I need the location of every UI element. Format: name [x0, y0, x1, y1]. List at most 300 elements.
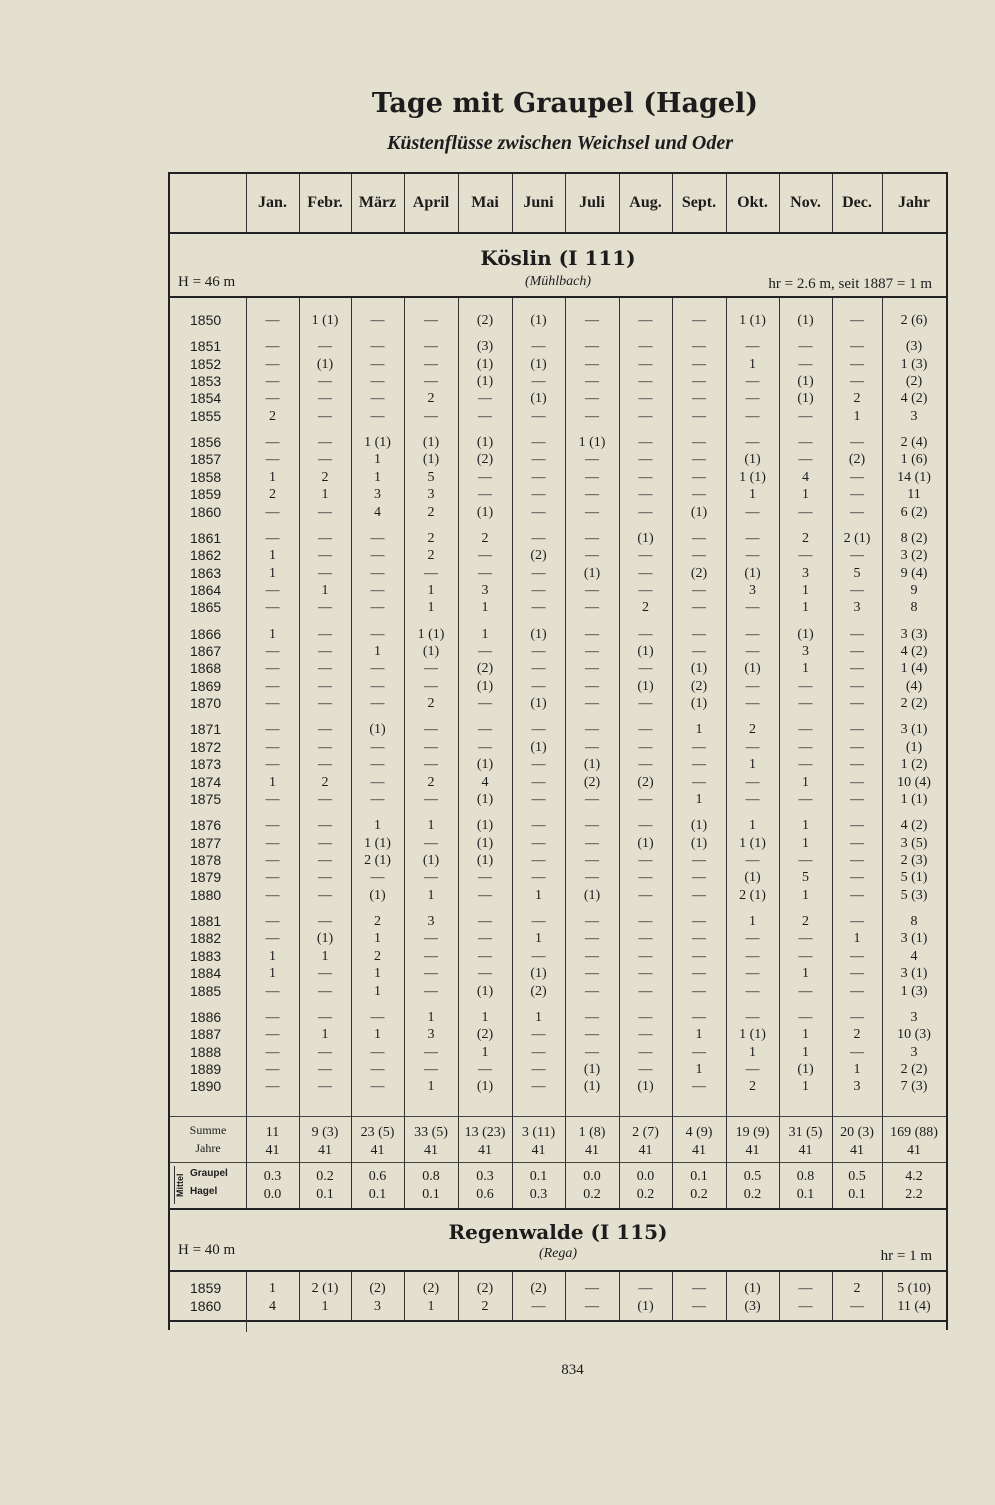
value-cell: 4	[910, 948, 918, 964]
hagel-cell: 0.1	[368, 1187, 387, 1202]
summe-cell: 9 (3)	[311, 1125, 339, 1140]
value-cell: (1)	[476, 678, 494, 694]
column-divider	[726, 174, 727, 232]
value-cell: —	[745, 548, 760, 564]
value-cell: (2)	[530, 548, 547, 564]
row-divider	[170, 1270, 946, 1272]
value-cell: 2	[642, 600, 649, 616]
value-cell: 2	[853, 391, 861, 407]
value-cell: —	[638, 853, 653, 868]
value-cell: —	[692, 356, 706, 372]
station-river: (Mühlbach)	[524, 274, 592, 289]
column-header: Mai	[471, 194, 499, 211]
value-cell: —	[265, 678, 280, 694]
year-cell: 1889	[190, 1061, 222, 1077]
column-divider	[726, 298, 727, 1208]
value-cell: (1)	[744, 565, 761, 581]
value-cell: —	[424, 948, 438, 964]
table-row	[170, 530, 946, 547]
value-cell: —	[531, 1299, 546, 1314]
value-cell: —	[692, 1281, 706, 1296]
table-row	[170, 408, 946, 425]
value-cell: —	[370, 1044, 385, 1060]
year-cell: 1867	[190, 643, 222, 659]
value-cell: —	[478, 548, 492, 564]
value-cell: —	[424, 374, 438, 389]
value-cell: —	[370, 408, 385, 424]
value-cell: —	[585, 870, 599, 886]
value-cell: 1	[749, 757, 756, 773]
value-cell: —	[265, 757, 280, 773]
value-cell: —	[585, 696, 599, 712]
value-cell: 2 (2)	[900, 696, 928, 712]
value-cell: 3	[749, 583, 756, 598]
value-cell: —	[478, 1062, 492, 1077]
value-cell: —	[850, 644, 864, 659]
value-cell: —	[318, 818, 332, 834]
value-cell: —	[531, 504, 546, 520]
value-cell: —	[638, 870, 653, 886]
value-cell: —	[692, 774, 706, 790]
value-cell: 4	[481, 774, 489, 790]
value-cell: —	[478, 565, 492, 581]
value-cell: —	[318, 853, 332, 868]
table-row	[170, 1009, 946, 1026]
column-divider	[779, 1272, 780, 1320]
value-cell: —	[265, 1009, 280, 1025]
value-cell: —	[318, 435, 332, 450]
value-cell: 10 (3)	[897, 1027, 931, 1043]
value-cell: —	[318, 678, 332, 694]
value-cell: —	[745, 435, 760, 450]
value-cell: (1)	[797, 1062, 814, 1077]
value-cell: —	[424, 661, 438, 677]
value-cell: —	[318, 339, 332, 355]
value-cell: —	[370, 374, 385, 389]
value-cell: 2 (1)	[364, 853, 391, 868]
table-row	[170, 930, 946, 947]
value-cell: —	[638, 1009, 653, 1025]
value-cell: —	[638, 739, 653, 755]
value-cell: 1	[749, 487, 756, 503]
column-divider	[246, 174, 247, 232]
value-cell: —	[531, 469, 546, 485]
value-cell: —	[638, 931, 653, 947]
value-cell: —	[692, 487, 706, 503]
hagel-cell: 0.1	[422, 1187, 440, 1202]
value-cell: 1	[427, 818, 435, 834]
value-cell: —	[531, 583, 546, 598]
value-cell: —	[318, 548, 332, 564]
value-cell: (1)	[637, 1079, 654, 1095]
value-cell: —	[638, 565, 653, 581]
value-cell: —	[265, 931, 280, 947]
value-cell: —	[638, 313, 653, 328]
value-cell: 1	[374, 931, 381, 947]
value-cell: —	[585, 853, 599, 868]
value-cell: —	[318, 887, 332, 903]
column-divider	[619, 298, 620, 1208]
value-cell: 4	[802, 469, 809, 485]
value-cell: 1	[535, 1009, 542, 1025]
table-row	[170, 1298, 946, 1315]
table-row	[170, 599, 946, 616]
value-cell: 2	[269, 487, 276, 503]
graupel-cell: 0.6	[368, 1169, 387, 1184]
value-cell: —	[745, 678, 760, 694]
value-cell: (3)	[905, 339, 923, 355]
value-cell: —	[850, 435, 864, 450]
value-cell: (2)	[476, 313, 494, 328]
column-divider	[404, 1272, 405, 1320]
value-cell: —	[638, 696, 653, 712]
value-cell: —	[424, 1044, 438, 1060]
value-cell: —	[318, 722, 332, 738]
value-cell: —	[850, 870, 864, 886]
value-cell: —	[478, 644, 492, 659]
value-cell: —	[531, 914, 546, 929]
value-cell: —	[424, 678, 438, 694]
column-divider	[882, 298, 883, 1208]
value-cell: —	[424, 931, 438, 947]
value-cell: —	[745, 391, 760, 407]
value-cell: —	[850, 722, 864, 738]
value-cell: —	[370, 1062, 385, 1077]
year-cell: 1854	[190, 390, 222, 407]
value-cell: —	[318, 391, 332, 407]
table-row	[170, 678, 946, 695]
value-cell: —	[638, 356, 653, 372]
value-cell: —	[850, 739, 864, 755]
column-divider	[832, 1272, 833, 1320]
value-cell: 1	[802, 1079, 809, 1095]
value-cell: —	[265, 1079, 280, 1095]
value-cell: —	[850, 757, 864, 773]
value-cell: 1	[374, 452, 381, 468]
value-cell: —	[585, 931, 599, 947]
value-cell: —	[531, 408, 546, 424]
graupel-cell: 0.0	[636, 1169, 655, 1184]
value-cell: —	[370, 391, 385, 407]
value-cell: —	[692, 1299, 706, 1314]
value-cell: 1 (1)	[364, 435, 391, 450]
value-cell: (1)	[744, 452, 761, 468]
value-cell: —	[265, 644, 280, 659]
value-cell: 1	[427, 1299, 435, 1314]
year-cell: 1853	[190, 373, 222, 389]
table-row	[170, 852, 946, 869]
value-cell: —	[531, 600, 546, 616]
table-row	[170, 817, 946, 834]
value-cell: —	[370, 696, 385, 712]
value-cell: —	[531, 374, 546, 389]
column-divider	[779, 298, 780, 1208]
value-cell: —	[692, 870, 706, 886]
value-cell: 2 (1)	[311, 1281, 339, 1296]
value-cell: (1)	[476, 504, 494, 520]
value-cell: —	[478, 739, 492, 755]
value-cell: 7 (3)	[900, 1079, 928, 1095]
value-cell: —	[585, 583, 599, 598]
value-cell: 1	[481, 1044, 489, 1060]
value-cell: —	[370, 565, 385, 581]
value-cell: 2	[481, 530, 489, 546]
table-row	[170, 913, 946, 930]
value-cell: —	[850, 853, 864, 868]
value-cell: —	[265, 452, 280, 468]
table-row	[170, 1078, 946, 1095]
value-cell: —	[745, 853, 760, 868]
value-cell: —	[585, 1044, 599, 1060]
value-cell: (2)	[476, 1027, 494, 1043]
column-header: März	[358, 194, 397, 211]
value-cell: —	[692, 1009, 706, 1025]
value-cell: —	[692, 530, 706, 546]
value-cell: 2	[374, 948, 381, 964]
value-cell: 1 (1)	[578, 435, 606, 450]
value-cell: —	[424, 408, 438, 424]
station-name: Köslin (I 111)	[480, 246, 636, 270]
value-cell: —	[265, 1027, 280, 1043]
value-cell: —	[318, 696, 332, 712]
table-row	[170, 774, 946, 791]
value-cell: 3 (1)	[900, 931, 928, 947]
value-cell: —	[585, 1027, 599, 1043]
value-cell: —	[850, 374, 864, 389]
value-cell: —	[424, 1062, 438, 1077]
column-divider	[672, 174, 673, 232]
value-cell: 3 (3)	[900, 626, 928, 642]
value-cell: —	[370, 757, 385, 773]
value-cell: —	[531, 661, 546, 677]
value-cell: —	[638, 792, 653, 807]
value-cell: —	[531, 853, 546, 868]
year-cell: 1877	[190, 834, 222, 851]
value-cell: —	[638, 983, 653, 999]
value-cell: (1)	[422, 644, 440, 659]
value-cell: (1)	[744, 870, 761, 886]
value-cell: 2	[321, 774, 329, 790]
table-row	[170, 1026, 946, 1043]
value-cell: —	[638, 722, 653, 738]
value-cell: 1	[321, 1027, 329, 1043]
value-cell: —	[692, 626, 706, 642]
value-cell: 1	[374, 983, 381, 999]
year-cell: 1879	[190, 869, 222, 886]
value-cell: (1)	[690, 696, 708, 712]
value-cell: —	[692, 931, 706, 947]
value-cell: 1	[321, 948, 329, 964]
table-row	[170, 1044, 946, 1061]
value-cell: (1)	[476, 835, 494, 851]
value-cell: —	[638, 966, 653, 982]
year-cell: 1850	[190, 312, 222, 328]
value-cell: (1)	[690, 818, 708, 834]
value-cell: 1	[374, 1027, 381, 1043]
year-cell: 1887	[190, 1026, 222, 1043]
graupel-cell: 0.0	[583, 1169, 601, 1184]
year-cell: 1880	[190, 886, 222, 903]
value-cell: —	[585, 469, 599, 485]
value-cell: (1)	[637, 835, 654, 851]
value-cell: 1	[695, 792, 703, 807]
column-divider	[672, 1272, 673, 1320]
value-cell: —	[798, 1299, 813, 1314]
value-cell: —	[745, 408, 760, 424]
summe-cell: 13 (23)	[464, 1125, 506, 1140]
value-cell: 1 (1)	[364, 835, 391, 851]
table-row	[170, 695, 946, 712]
value-cell: (1)	[637, 644, 654, 659]
station-height: H = 46 m	[178, 274, 236, 290]
summe-cell: 33 (5)	[414, 1125, 448, 1140]
value-cell: 5 (10)	[897, 1281, 931, 1296]
table-row	[170, 965, 946, 982]
value-cell: —	[798, 696, 813, 712]
value-cell: —	[638, 914, 653, 929]
value-cell: 1	[427, 600, 435, 616]
value-cell: —	[585, 966, 599, 982]
value-cell: (4)	[905, 678, 923, 694]
value-cell: (2)	[476, 452, 494, 468]
value-cell: 3	[374, 487, 381, 503]
value-cell: 1	[802, 661, 809, 677]
value-cell: —	[745, 600, 760, 616]
value-cell: —	[370, 626, 385, 642]
value-cell: —	[692, 583, 706, 598]
value-cell: —	[638, 408, 653, 424]
value-cell: —	[692, 339, 706, 355]
value-cell: 2 (1)	[739, 887, 766, 903]
value-cell: —	[745, 339, 760, 355]
value-cell: —	[798, 435, 813, 450]
value-cell: 1	[749, 356, 756, 372]
value-cell: —	[745, 792, 760, 807]
column-divider	[458, 298, 459, 1208]
value-cell: (1)	[316, 356, 334, 372]
table-row	[170, 887, 946, 904]
value-cell: —	[265, 696, 280, 712]
value-cell: —	[850, 626, 864, 642]
value-cell: 1	[321, 1299, 329, 1314]
value-cell: —	[585, 792, 599, 807]
value-cell: 3	[853, 1079, 861, 1095]
value-cell: 2	[427, 391, 435, 407]
value-cell: —	[531, 1062, 546, 1077]
value-cell: (2)	[690, 678, 708, 694]
value-cell: 1	[269, 469, 276, 485]
value-cell: —	[745, 504, 760, 520]
value-cell: —	[424, 983, 438, 999]
value-cell: (1)	[530, 966, 547, 982]
hagel-cell: 0.1	[848, 1187, 866, 1202]
value-cell: —	[370, 774, 385, 790]
value-cell: —	[478, 966, 492, 982]
value-cell: —	[638, 818, 653, 834]
table-row	[170, 390, 946, 407]
value-cell: —	[798, 853, 813, 868]
value-cell: —	[850, 818, 864, 834]
value-cell: (1)	[637, 1299, 654, 1314]
value-cell: 2	[427, 548, 435, 564]
value-cell: —	[638, 1281, 653, 1296]
value-cell: —	[850, 583, 864, 598]
value-cell: —	[638, 626, 653, 642]
value-cell: —	[318, 374, 332, 389]
value-cell: 2	[374, 914, 381, 929]
value-cell: —	[585, 626, 599, 642]
summe-label: Summe	[189, 1123, 227, 1137]
value-cell: 1	[427, 1079, 435, 1095]
value-cell: 3	[910, 408, 918, 424]
graupel-cell: 0.2	[316, 1169, 334, 1184]
value-cell: (1)	[530, 313, 547, 328]
value-cell: 1 (1)	[739, 835, 766, 851]
value-cell: —	[850, 356, 864, 372]
table-row	[170, 791, 946, 808]
graupel-cell: 0.3	[263, 1169, 282, 1184]
value-cell: —	[265, 1062, 280, 1077]
value-cell: (1)	[797, 374, 814, 389]
value-cell: —	[798, 792, 813, 807]
value-cell: —	[850, 548, 864, 564]
jahre-cell: 41	[585, 1143, 599, 1158]
year-cell: 1865	[190, 599, 222, 616]
table-row	[170, 504, 946, 521]
value-cell: —	[692, 644, 706, 659]
value-cell: (1)	[369, 722, 386, 738]
value-cell: 1 (1)	[739, 469, 766, 485]
summe-cell: 23 (5)	[360, 1125, 395, 1140]
year-cell: 1875	[190, 791, 222, 807]
table-row	[170, 721, 946, 738]
value-cell: —	[265, 887, 280, 903]
table-row	[170, 451, 946, 468]
value-cell: —	[370, 356, 385, 372]
value-cell: —	[638, 1044, 653, 1060]
value-cell: 1	[802, 818, 809, 834]
table-row	[170, 486, 946, 503]
value-cell: 1	[802, 600, 809, 616]
column-divider	[458, 174, 459, 232]
table-row	[170, 869, 946, 886]
value-cell: 1	[802, 774, 809, 790]
value-cell: —	[585, 948, 599, 964]
value-cell: —	[850, 1044, 864, 1060]
value-cell: —	[692, 313, 706, 328]
jahre-cell: 41	[370, 1143, 385, 1158]
hagel-cell: 0.1	[316, 1187, 334, 1202]
year-cell: 1851	[190, 338, 222, 355]
value-cell: (1)	[476, 435, 494, 450]
value-cell: (1)	[744, 661, 761, 677]
value-cell: 3	[427, 914, 435, 929]
value-cell: —	[585, 374, 599, 389]
value-cell: 1	[269, 948, 276, 964]
year-cell: 1866	[190, 625, 222, 642]
value-cell: —	[531, 948, 546, 964]
value-cell: 1	[269, 548, 276, 564]
year-cell: 1856	[190, 434, 222, 450]
value-cell: 1	[853, 408, 861, 424]
summe-cell: 11	[265, 1125, 280, 1140]
value-cell: 3	[374, 1299, 381, 1314]
value-cell: —	[585, 835, 599, 851]
year-cell: 1873	[190, 756, 222, 773]
value-cell: (2)	[530, 1281, 547, 1296]
value-cell: 3 (1)	[900, 722, 928, 738]
value-cell: 2	[853, 1281, 861, 1296]
